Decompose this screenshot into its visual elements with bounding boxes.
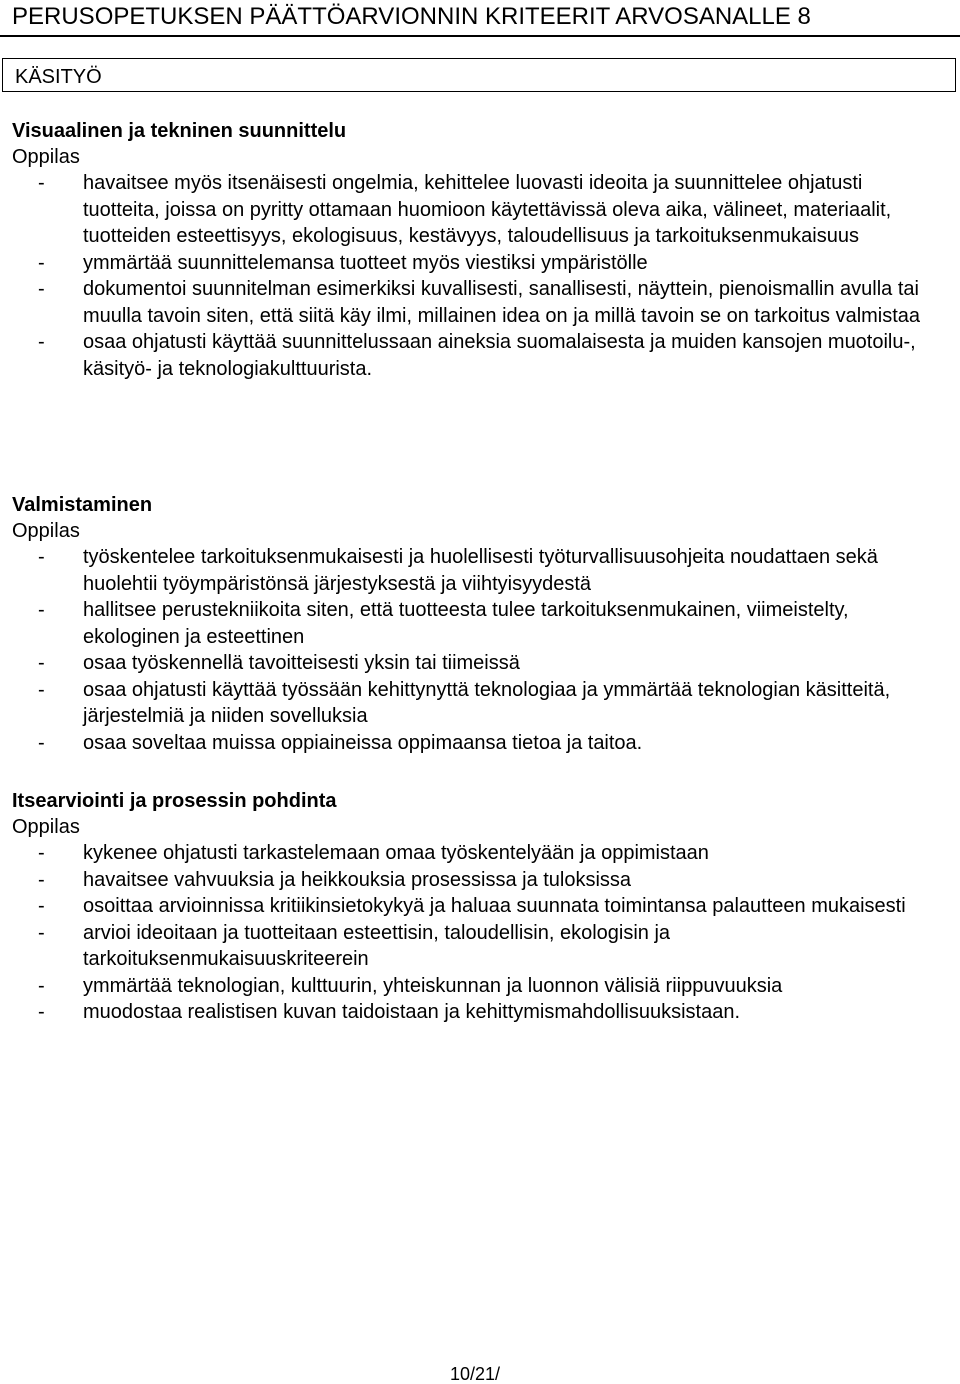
section-subject-label: Oppilas — [12, 520, 80, 542]
section-heading: Valmistaminen — [12, 494, 153, 516]
subject-header-box — [2, 58, 956, 92]
criteria-item: - osaa ohjatusti käyttää suunnittelussaan aineksia suomalaisesta ja muiden kansojen muotoilu-, käsityö- ja teknologiakulttuurista. — [38, 331, 916, 380]
criteria-list — [0, 170, 960, 382]
section-heading: Visuaalinen ja tekninen suunnittelu — [12, 120, 347, 142]
page-number: 10/21/ — [450, 1364, 501, 1384]
criteria-item: - hallitsee perustekniikoita siten, että tuotteesta tulee tarkoituksenmukainen, viimeistelty, ekologinen ja esteettinen — [38, 599, 849, 648]
criteria-item: - muodostaa realistisen kuvan taidoistaan ja kehittymismahdollisuuksistaan. — [38, 1001, 741, 1023]
section-heading: Itsearviointi ja prosessin pohdinta — [12, 790, 337, 812]
title-divider — [0, 35, 960, 37]
section-self-assessment — [0, 788, 960, 1026]
section-subject-label: Oppilas — [12, 816, 80, 838]
criteria-list — [0, 840, 960, 1026]
criteria-item: - havaitsee myös itsenäisesti ongelmia, kehittelee luovasti ideoita ja suunnittelee ohjatusti tuotteita, joissa on pyritty ottamaan huomioon käytettävissä oleva aika, välineet, materiaalit, tuotteiden esteettisyys, ekologisuus, kestävyys, taloudellisuus ja tarkoituksenmukaisuus — [38, 172, 892, 247]
page-title: PERUSOPETUKSEN PÄÄTTÖARVIONNIN KRITEERIT ARVOSANALLE 8 — [12, 3, 811, 30]
criteria-item: - osaa soveltaa muissa oppiaineissa oppimaansa tietoa ja taitoa. — [38, 731, 643, 754]
criteria-item: - osaa ohjatusti käyttää työssään kehittynyttä teknologiaa ja ymmärtää teknologian käsitteitä, järjestelmiä ja niiden sovelluksia — [38, 678, 891, 727]
criteria-item: - työskentelee tarkoituksenmukaisesti ja huolellisesti työturvallisuusohjeita noudattaen sekä huolehtii työympäristönsä järjestyksestä ja viihtyisyydestä — [38, 546, 878, 595]
criteria-item: - dokumentoi suunnitelman esimerkiksi kuvallisesti, sanallisesti, näyttein, pienoismallin avulla tai muulla tavoin siten, että siitä käy ilmi, millainen idea on ja millä tavoin se on tarkoitus valmistaa — [38, 278, 921, 327]
criteria-item: - arvioi ideoitaan ja tuotteitaan esteettisin, taloudellisin, ekologisin ja tarkoituksenmukaisuuskriteerein — [38, 921, 671, 970]
criteria-list — [0, 544, 960, 756]
subject-title: KÄSITYÖ — [15, 66, 102, 88]
criteria-item: - havaitsee vahvuuksia ja heikkouksia prosessissa ja tuloksissa — [38, 868, 632, 891]
section-visual-technical-design — [0, 118, 960, 382]
criteria-item: - ymmärtää teknologian, kulttuurin, yhteiskunnan ja luonnon välisiä riippuvuuksia — [38, 974, 783, 997]
section-subject-label: Oppilas — [12, 146, 80, 168]
criteria-item: - kykenee ohjatusti tarkastelemaan omaa työskentelyään ja oppimistaan — [38, 842, 709, 864]
criteria-item: - osoittaa arvioinnissa kritiikinsietokykyä ja haluaa suunnata toimintansa palautteen mukaisesti — [38, 895, 906, 917]
criteria-item: - ymmärtää suunnittelemansa tuotteet myös viestiksi ympäristölle — [38, 251, 648, 274]
criteria-item: - osaa työskennellä tavoitteisesti yksin tai tiimeissä — [38, 652, 520, 674]
section-manufacturing — [0, 492, 960, 756]
